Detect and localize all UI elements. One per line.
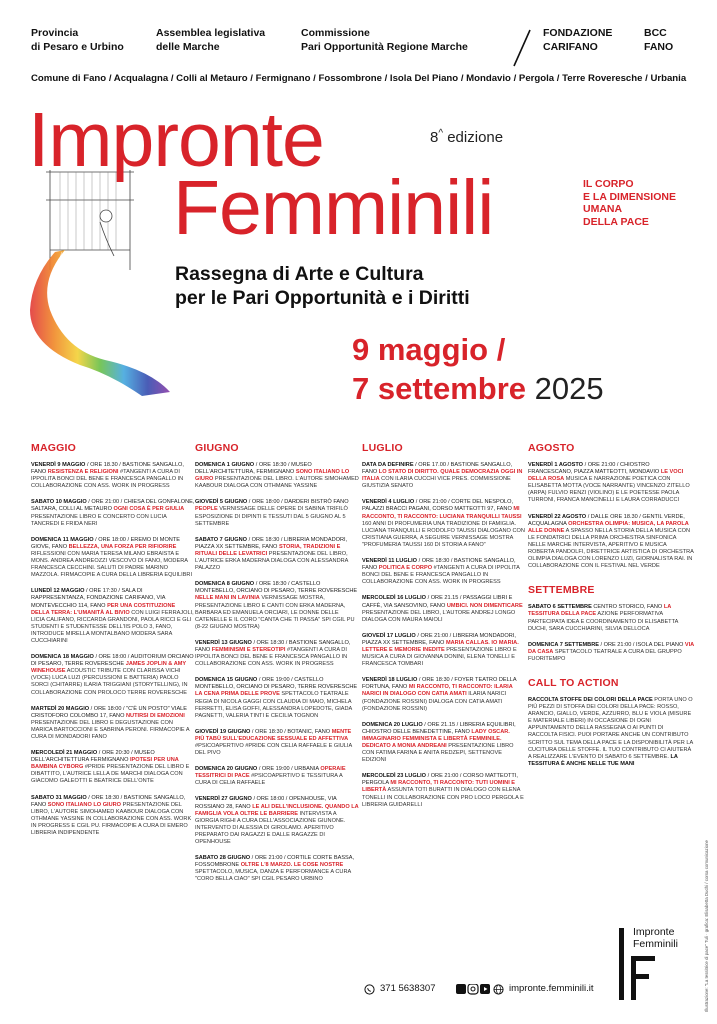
event-date: DOMENICA 20 LUGLIO — [362, 721, 423, 728]
event-title: ORCHESTRA OLIMPIA: MUSICA, LA PAROLA ALLE DONNE — [528, 520, 689, 534]
event-venue: CENTRO STORICO, FANO — [591, 604, 663, 611]
event-date: SABATO 10 MAGGIO — [31, 499, 87, 506]
event-date: SABATO 28 GIUGNO — [195, 855, 251, 862]
title-line-2: Femminili — [173, 165, 494, 251]
event-description: PRESENTAZIONE DEL LIBRO, L'AUTRICE ERKA MADERNA DIALOGA CON ALESSANDRA PALAZZO — [195, 550, 349, 572]
event-date: GIOVEDÌ 19 GIUGNO — [195, 728, 251, 735]
event-item — [362, 677, 526, 712]
date-start: 9 maggio / — [352, 332, 506, 367]
event-venue: / ORE 21:00 / ISOLA DEL PIANO — [598, 641, 684, 648]
event-description: PRESENTAZIONE DEL LIBRO. L'AUTORE SIMOHAMED KAABOUR DIALOGA CON OTHMANE YASSINE — [195, 476, 359, 490]
event-description: #PRIDE PRESENTAZIONE DEL LIBRO E DIBATTITO, L'AUTRICE LELLA DE MARCHI DIALOGA CON GIACOMO GALEOTTI E BEATRICE DELL'ONTE — [31, 764, 190, 785]
brand-logo — [617, 926, 697, 950]
event-venue: / ORE 18:30 / BOTANIC, FANO — [250, 728, 331, 735]
event-venue: / ORE 18:30 / CASTELLO MONTEBELLO, ORCIANO DI PESARO, TERRE ROVERESCHE — [195, 581, 358, 595]
globe-icon — [493, 984, 504, 995]
header-org-assemblea: Assemblea legislativa delle Marche — [156, 27, 266, 53]
event-description: PRESENTAZIONE LIBRO E CONCERTO CON LUCIA TANCREDI E FRIDA NERI — [31, 513, 167, 527]
event-title: LE ALI DELL'INCLUSIONE. QUANDO LA FAMIGLIA VOLA OLTRE LE BARRIERE — [195, 803, 359, 817]
event-venue: / ORE 18:00 / "C'È UN POSTO" VIALE CRISTOFORO COLOMBO 17, FANO — [31, 705, 188, 719]
event-title: BELLEZZA, UNA FORZA PER RIFIORIRE — [68, 543, 177, 550]
event-item — [195, 677, 359, 720]
event-venue: / ORE 18:00 / DARDERI BISTRÒ FANO — [247, 499, 349, 506]
event-description: #TANGENTI A CURA DI IPPOLITA BONCI DEL BENE E FRANCESCA PANGALLO IN COLLABORAZIONE CON ASS. WORK IN PROGRESS — [31, 469, 184, 490]
edition-label: 8^ edizione — [430, 128, 504, 146]
event-venue: / ORE 21.15 / LIBRERIA EQUILIBRI, CHIOSTRO DELLE BENEDETTINE, FANO — [362, 721, 516, 735]
event-description: #TANGENTI A CURA DI IPPOLITA BONCI DEL BENE E FRANCESCA PANGALLO IN COLLABORAZIONE CON ASS. WORK IN PROGRESS — [195, 646, 348, 668]
cta-heading: CALL TO ACTION — [528, 676, 619, 689]
event-title: LE VOCI DELLA ROSA — [528, 469, 684, 483]
event-item — [362, 558, 526, 586]
event-description: AZIONE PERFORMATIVA PARTECIPATA IDEA E COORDINAMENTO DI ELISABETTA DUCHI, SARA CUCCHIARINI, SILVIA DELLOCA — [528, 611, 679, 632]
event-venue: / ORE 21:00 / CORTE DEL NESPOLO, PALAZZI BRACCI PAGANI, CORSO MATTEOTTI 97, FANO — [362, 499, 514, 513]
event-title: MI RACCONTO, TI RACCONTO: TUTI UOMINI E LIBERTÀ — [362, 780, 516, 794]
event-venue: / ORE 17:30 / SALA DI RAPPRESENTANZA, FONDAZIONE CARIFANO, VIA MONTEVECCHIO 114, FANO — [31, 588, 166, 609]
column-maggio — [31, 442, 195, 846]
event-description: VERNISSAGE DELLE OPERE DI SABINA TRIFILÒ ESPOSIZIONE DI DIPINTI E TESSUTI DAL 5 GIUGNO AL 5 SETTEMBRE — [195, 506, 348, 527]
event-item — [362, 773, 526, 808]
month-heading: AGOSTO — [528, 442, 575, 454]
event-title: FEMMINISMI E STEREOTIPI — [211, 646, 286, 653]
event-description: #PSICOAPERTIVO E TESSITURA A CURA DI CELIA RAFFAELE — [195, 773, 343, 787]
event-title: OGNI COSA È PER GIULIA — [113, 506, 185, 513]
event-description: PRESENTAZIONE DEL LIBRO E DEGUSTAZIONE CON MARICA BARTOCCIONI E SABRINA PERONI. FIRMACOPIE A CURA DI MONDADORI FANO — [31, 719, 190, 740]
event-description: 160 ANNI DI PROFUMERIA UNA TRADIZIONE DI FAMIGLIA. LUCIANA TRANQUILLI E RODOLFO TAUSSI DIALOGANO CON CRISTIANA GUERRA, A SEGUIRE VERNISSAGE MOSTRA "PROFUMERIA TAUSSI 160 DI STORIA A FANO" — [362, 520, 525, 548]
event-item — [195, 729, 359, 757]
event-date: DATA DA DEFINIRE — [362, 462, 414, 468]
event-venue: / ORE 18:00 / AUDITORIUM ORCIANO DI PESARO, TERRE ROVERESCHE — [31, 654, 194, 668]
event-title: PER UNA COSTITUZIONE DELLA TERRA: L'UMANITÀ AL BIVIO — [31, 602, 176, 616]
event-title: RESISTENZA E RELIGIONI — [47, 469, 119, 476]
event-item — [362, 722, 526, 765]
event-item — [31, 795, 195, 838]
event-date: DOMENICA 8 GIUGNO — [195, 581, 255, 588]
event-item — [195, 499, 359, 527]
date-end: 7 settembre 2025 — [352, 371, 604, 406]
event-description: PRESENTAZIONE DEL LIBRO, L'AUTORE SIMOHAMED KAABOUR DIALOGA CON OTHMANE YASSINE IN COLLABORAZIONE CON ASS. WORK IN PROGRESS E CGIL PU. FIRMACOPIE A CURA DI EMERO LIBRERIA INDIPENDENTE — [31, 801, 192, 837]
event-venue: / ORE 21:00 / CHIOSTRO FRANCESCANO, PIAZZA MATTEOTTI, MONDAVIO — [528, 462, 660, 476]
event-title: SONO ITALIANO LO GIURO — [47, 801, 122, 808]
event-title: OLTRE L'8 MARZO. LE COSE NOSTRE — [240, 862, 344, 869]
event-venue: / ORE 18:30 / MUSEO DELL'ARCHITETTURA, FERMIGNANO — [195, 462, 312, 476]
event-date: MERCOLEDÌ 23 LUGLIO — [362, 773, 427, 780]
event-item — [31, 462, 195, 490]
event-description: ASSUNTA TOTI BURATTI IN DIALOGO CON ELENA TONELLI IN COLLABORAZIONE CON PRO LOCO PERGOLA E LIBRERIA GUIDARELLI — [362, 787, 524, 808]
event-item — [195, 766, 359, 787]
event-title: POLITICA E CORPO — [378, 565, 433, 572]
event-item — [195, 855, 359, 883]
event-venue: / DALLE ORE 18.30 / GENTIL VERDE, ACQUALAGNA — [528, 513, 685, 527]
event-venue: / ORE 21:00 / CORTILE CORTE BASSA, FOSSOMBRONE — [195, 855, 355, 869]
event-description: MUSICA E NARRAZIONE POETICA CON ELISABETTA MOTTA (VOCE NARRANTE) VINCENZO ZITELLO (ARPA) FULVIO RENZI (VIOLINO) E LE POETESSE PAOLA TURRONI, FRANCA MANCINELLI E LAURA CORRADUCCI — [528, 476, 690, 504]
event-date: VENERDÌ 22 AGOSTO — [528, 513, 587, 520]
event-venue: / ORE 21:00 / LIBRERIA MONDADORI, PIAZZA XX SETTEMBRE, FANO — [362, 632, 516, 646]
event-date: VENERDÌ 18 LUGLIO — [362, 677, 418, 684]
event-title: NELLE MANI IN LAVINIA — [195, 595, 260, 602]
event-title: PEOPLE — [195, 506, 218, 513]
event-venue: / ORE 18:30 / BASTIONE SANGALLO, FANO — [195, 639, 351, 653]
column-agosto-settembre — [528, 442, 694, 777]
event-item — [528, 604, 694, 632]
event-venue: / ORE 21:00 / CORSO MATTEOTTI, PERGOLA — [362, 773, 518, 787]
event-date: DOMENICA 15 GIUGNO — [195, 677, 258, 684]
header-org-commissione: Commissione Pari Opportunità Regione Marche — [301, 27, 468, 53]
event-title: NUTIRSI DI EMOZIONI — [126, 712, 185, 719]
event-description: ILARIA NARICI (FONDAZIONE ROSSINI) DIALOGA CON CATIA AMATI (FONDAZIONE ROSSINI) — [362, 691, 507, 712]
event-item — [195, 462, 359, 490]
event-description: A SPASSO NELLA STORIA DELLA MUSICA CON LE FONDATRICI DELLA PRIMA ORCHESTRA SINFONICA NELLE MARCHE INTERVISTA, APERITIVO E MUSICA ROBERTA PANDOLFI, DIRETTRICE ARTISTICA DI ORCHESTRA OLIMPIA DIALOGA CON LORENZO LUZI, GIORNALISTA RAI. IN COLLABORAZIONE CON IL FESTIVAL NEL VERDE — [528, 527, 694, 570]
event-date: DOMENICA 1 GIUGNO — [195, 462, 255, 468]
event-description: VERNISSAGE MOSTRA, PRESENTAZIONE LIBRO E CANTI CON ERKA MADERNA, BARBARA ED EMANUELA ORCIARI, LE DONNE DELLE CATENELLE E IL CORO "CANTA CHE TI PASSA" SPI CGIL PU (8-22 GIUGNO MOSTRA) — [195, 595, 355, 630]
month-heading: LUGLIO — [362, 442, 403, 454]
event-title: STORIA, TRADIZIONI E RITUALI DELLE LEVATRICI — [195, 543, 341, 557]
event-item — [362, 462, 526, 490]
event-title: LA CENA PRIMA DELLE PROVE — [195, 691, 280, 698]
event-item — [528, 642, 694, 663]
comuni-list: Comune di Fano / Acqualagna / Colli al Metauro / Fermignano / Fossombrone / Isola Del Piano / Mondavio / Pergola / Terre Roveresche / Urbania — [31, 73, 687, 84]
event-title: JAMES JOPLIN & AMY WINEHOUSE — [31, 661, 187, 675]
event-venue: / ORE 18:30 / FOYER TEATRO DELLA FORTUNA, FANO — [362, 677, 517, 691]
event-venue: / ORE 21:00 / CHIESA DEL GONFALONE, SALTARA, COLLI AL METAURO — [31, 499, 195, 513]
theme-tagline: IL CORPO E LA DIMENSIONE UMANA DELLA PACE — [583, 178, 676, 228]
event-date: GIOVEDÌ 17 LUGLIO — [362, 632, 416, 639]
event-date: GIOVEDÌ 5 GIUGNO — [195, 499, 248, 506]
column-luglio — [362, 442, 526, 818]
social-icons — [456, 984, 490, 995]
event-date: LUNEDÌ 12 MAGGIO — [31, 588, 85, 595]
event-description: CON ILARIA CUCCHI VICE PRES. COMMISSIONE GIUSTIZIA SENATO — [362, 476, 511, 490]
event-item — [362, 633, 526, 668]
event-venue: / ORE 18:30 / LIBRERIA MONDADORI, PIAZZA XX SETTEMBRE, FANO — [195, 536, 348, 550]
event-description: PRESENTAZIONE LIBRO CON FATIMA FARINA E ANITA REDZEPI, SETTENOVE EDIZIONI — [362, 743, 514, 764]
event-item — [31, 499, 195, 527]
event-description: ACOUSTIC TRIBUTE CON CLARISSA VICHI (VOCE) LUCA LUZI (PERCUSSIONI E BATTERIA) PAOLO SORCI (CHITARRE) ILARIA TRIGGIANI (STORYTELLING), IN COLLABORAZIONE CON PROLOCO TERRE ROVERESCHE — [31, 668, 188, 696]
event-venue: / ORE 18:00 / EREMO DI MONTE GIOVE, FANO — [31, 536, 180, 550]
header-org-provincia: Provincia di Pesaro e Urbino — [31, 27, 124, 53]
weaver-illustration — [10, 160, 180, 400]
event-date: DOMENICA 11 MAGGIO — [31, 536, 94, 543]
event-description: SPETTACOLO, MUSICA, DANZA E PERFORMANCE A CURA "CORO BELLA CIAO" SPI CGIL PESARO URBINO — [195, 869, 351, 883]
event-date: VENERDÌ 4 LUGLIO — [362, 499, 415, 506]
event-item — [362, 499, 526, 549]
event-venue: / ORE 21.15 / PASSAGGI LIBRI E CAFFÈ, VIA SANSOVINO, FANO — [362, 595, 513, 609]
event-venue: / ORE 18:00 / OPENHOUSE, VIA ROSSIANO 28, FANO — [195, 796, 337, 810]
event-date: MARTEDÌ 20 MAGGIO — [31, 705, 90, 712]
event-title: LA TESSITURA DELLA PACE — [528, 604, 672, 618]
event-title: SONO ITALIANO LO GIURO — [195, 469, 350, 483]
event-title: IPOTESI PER UNA BAMBINA CYBORG — [31, 757, 179, 771]
event-date: VENERDÌ 9 MAGGIO — [31, 462, 86, 468]
event-item — [195, 640, 359, 668]
illustration-credit: Illustrazione: "La tessitrice di pace" Tuli · grafica: Elisabetta Duchi / corsa comunicazione — [704, 840, 709, 1012]
event-item — [195, 796, 359, 846]
brand-wordmark: Impronte Femminili — [633, 926, 678, 950]
event-date: VENERDÌ 27 GIUGNO — [195, 796, 252, 803]
event-title: MI RACCONTO, TI RACCONTO: ILARIA NARICI IN DIALOGO CON CATIA AMATI — [362, 684, 513, 698]
event-venue: / ORE 19:00 / URBANIA — [257, 766, 319, 773]
event-title: MARIA CALLAS. IO MARIA. LETTERE E MEMORIE INEDITE — [362, 639, 519, 653]
event-description: #TANGENTI A CURA DI IPPOLITA BONCI DEL BENE E FRANCESCA PANGALLO IN COLLABORAZIONE CON ASS. WORK IN PROGRESS — [362, 565, 520, 586]
event-venue: / ORE 18:30 / BASTIONE SANGALLO, FANO — [362, 558, 516, 572]
column-giugno — [195, 442, 359, 893]
event-description: #PSICOAPERTIVO #PRIDE CON CELIA RAFFAELE E GIULIA DEL PIVO — [195, 743, 352, 757]
event-item — [31, 750, 195, 785]
title-line-1: Impronte — [28, 97, 324, 183]
event-date: SABATO 7 GIUGNO — [195, 536, 248, 543]
event-date: VENERDÌ 1 AGOSTO — [528, 462, 584, 468]
event-title: MENTE PIÙ TABÙ SULL'EDUCAZIONE SESSUALE ED AFFETTIVA — [195, 728, 352, 742]
event-description: CON LUIGI FERRAJOLI, LICIA CALIFANO, RICCARDA GRANDONI, PAOLA RICCI E GLI STUDENTI E STUDENTESSE DELL'IIS POLO 3, FANO, INTRODUCE MIRELLA MONTALBANO MODERA SARA CUCCHIARINI — [31, 609, 194, 644]
header-org-fondazione: FONDAZIONE CARIFANO — [543, 27, 613, 53]
event-description: SPETTACOLO TEATRALE A CURA DEL GRUPPO FUORITEMPO — [528, 648, 682, 662]
event-item — [195, 581, 359, 631]
event-item — [362, 595, 526, 623]
event-item — [31, 588, 195, 645]
event-date: VENERDÌ 13 GIUGNO — [195, 639, 252, 646]
event-item — [195, 537, 359, 572]
event-venue: / ORE 18:30 / BASTIONE SANGALLO, FANO — [31, 794, 186, 808]
month-heading: MAGGIO — [31, 442, 76, 454]
divider-slash — [512, 28, 532, 68]
event-title: LADY OSCAR. IMMAGINARIO FEMMINISTA E LIBERTÀ FEMMINILE. DEDICATO A MONIA ANDREANI — [362, 728, 510, 749]
event-title: MI RACCONTO, TI RACCONTO: LUCIANA TRANQUILLI TAUSSI — [362, 506, 522, 520]
month-heading: GIUGNO — [195, 442, 239, 454]
event-title: VIA DA CASA — [528, 641, 695, 655]
event-venue: / ORE 19:00 / CASTELLO MONTEBELLO, ORCIANO DI PESARO, TERRE ROVERESCHE — [195, 677, 358, 691]
event-date: MERCOLEDÌ 21 MAGGIO — [31, 750, 98, 757]
event-description: SPETTACOLO TEATRALE REGIA DI NICOLA GAGGI CON CLAUDIA DI MAIO, MICHELA FERRETTI, ELISA GOFFI, ALESSANDRA LOPEDOTE, GIADA PAGNETTI, VALERIA TINTI E CECILIA TOGNON — [195, 691, 352, 719]
phone-number: 371 5638307 — [380, 983, 436, 994]
event-date: VENERDÌ 11 LUGLIO — [362, 558, 418, 565]
event-date: DOMENICA 20 GIUGNO — [195, 766, 258, 773]
event-date: DOMENICA 7 SETTEMBRE — [528, 641, 599, 648]
event-item — [528, 514, 694, 571]
header-org-bcc: BCC FANO — [644, 27, 674, 53]
event-title: UMBICI. NON DIMENTICARE — [446, 602, 523, 609]
event-title: LO STATO DI DIRITTO. QUALE DEMOCRAZIA OGGI IN ITALIA — [362, 469, 523, 483]
event-item — [31, 654, 195, 697]
event-description: RIFLESSIONI CON MARIA TERESA MILANO EBRAISTA E MONS. ANDREA ANDREOZZI VESCOVO DI FANO, MODERA FRANCESCA CECCHINI. SALUTI DI PADRE MARINO MAZZOLA. FIRMACOPIE A CURA DELLA LIBRERIA EQUILIBRI — [31, 550, 193, 579]
event-date: DOMENICA 18 MAGGIO — [31, 654, 94, 661]
event-item — [528, 462, 694, 505]
month-heading: SETTEMBRE — [528, 584, 595, 597]
event-description: PRESENTAZIONE LIBRO E MUSICA A CURA DI GIOVANNA DONINI, ELENA TONELLI E FRANCESCA TOMBARI — [362, 646, 517, 668]
event-date: SABATO 31 MAGGIO — [31, 794, 87, 801]
event-item — [31, 706, 195, 741]
event-item — [31, 537, 195, 580]
event-description: INTERVISTA A GIORGIA RIGHI A CURA DELL'ASSOCIAZIONE GIUNONE. INTERVENTO DI ALESSIA DI GIROLAMO. APERITIVO PREPARATO DAI RAGAZZI E DALLE RAGAZZE DI OPENHOUSE — [195, 810, 346, 846]
event-date: SABATO 6 SETTEMBRE — [528, 604, 592, 611]
event-title: OPERAIE TESSITRICI DI PACE — [195, 766, 346, 780]
event-description: PRESENTAZIONE DEL LIBRO, L'AUTORE ANDREJ LONGO DIALOGA CON MAURA MAIOLI — [362, 609, 516, 623]
whatsapp-icon — [364, 984, 375, 995]
event-venue: / ORE 20:30 / MUSEO DELL'ARCHITETTURA FERMIGNANO — [31, 750, 155, 764]
event-venue: / ORE 18.30 / BASTIONE SANGALLO, FANO — [31, 462, 184, 476]
website-link[interactable]: impronte.femminili.it — [509, 983, 594, 994]
cta-block: RACCOLTA STOFFE DEI COLORI DELLA PACE PORTA UNO O PIÙ PEZZI DI STOFFA DEI COLORI DELLA PACE: ROSSO, ARANCIO, GIALLO, VERDE, AZZURRO, BLU E VIOLA (MISURE E MATERIALE LIBERI) IN OCCASIONE DI OGNI APPUNTAMENTO DELLA RASSEGNA O AI PUNTI DI RACCOLTA FISICI. PUOI PORTARE ANCHE UN CONTRIBUTO SCRITTO SUL TEMA DELLA PACE E LA DISPONIBILITÀ PER LA CUCITURA DELLE STOFFE. IL TUO CONTRIBUTO CI AIUTERÀ A REALIZZARE L'EVENTO DI SABATO 6 SETTEMBRE. LA TESSITURA È ANCHE NELLE TUE MANI — [528, 696, 693, 767]
event-venue: / ORE 17.00 / BASTIONE SANGALLO, FANO — [362, 462, 513, 476]
if-monogram-icon — [617, 928, 657, 1000]
subtitle: Rassegna di Arte e Cultura per le Pari Opportunità e i Diritti — [175, 263, 470, 309]
event-date: MERCOLEDÌ 16 LUGLIO — [362, 595, 427, 602]
